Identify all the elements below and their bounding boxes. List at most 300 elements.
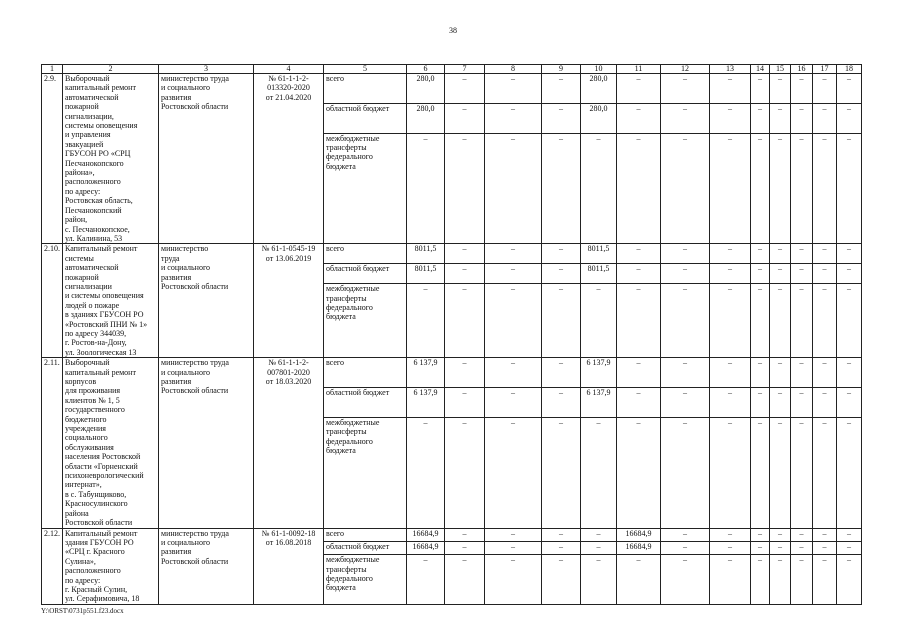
- amount-cell: –: [581, 133, 617, 244]
- amount-cell: –: [485, 555, 542, 605]
- amount-cell: –: [485, 417, 542, 528]
- amount-cell: –: [813, 358, 837, 388]
- amount-cell: –: [661, 528, 710, 541]
- amount-cell: –: [661, 417, 710, 528]
- text-line: от 18.03.2020: [265, 377, 312, 386]
- column-number-cell: 8: [485, 65, 542, 74]
- text-line: трансферты: [326, 293, 367, 303]
- column-number-cell: 13: [710, 65, 751, 74]
- amount-cell: –: [542, 264, 581, 284]
- amount-cell: –: [445, 388, 485, 418]
- amount-cell: –: [581, 555, 617, 605]
- amount-cell: –: [770, 133, 791, 244]
- text-line: трансферты: [326, 143, 367, 153]
- column-number-cell: 12: [661, 65, 710, 74]
- text-line: № 61-1-1-2-: [268, 358, 309, 368]
- text-line: системы оповещения: [65, 121, 138, 131]
- amount-cell: –: [542, 528, 581, 541]
- amount-cell: 6 137,9: [581, 358, 617, 388]
- text-line: ул. Калинина, 53: [65, 233, 123, 243]
- amount-cell: –: [661, 358, 710, 388]
- text-line: от 16.08.2018: [265, 537, 312, 547]
- text-line: г. Ростов-на-Дону,: [65, 338, 127, 348]
- amount-cell: –: [770, 555, 791, 605]
- amount-cell: –: [791, 264, 813, 284]
- column-number-cell: 6: [407, 65, 445, 74]
- executor-cell: [159, 358, 254, 528]
- amount-cell: –: [445, 358, 485, 388]
- amount-cell: –: [485, 264, 542, 284]
- amount-cell: –: [837, 264, 862, 284]
- text-line: министерство: [161, 244, 209, 254]
- amount-cell: –: [617, 358, 661, 388]
- text-line: автоматической: [65, 263, 119, 273]
- amount-cell: –: [751, 528, 770, 541]
- amount-cell: –: [445, 528, 485, 541]
- text-line: расположенного: [65, 177, 121, 187]
- amount-cell: –: [791, 358, 813, 388]
- text-line: 007801-2020: [267, 367, 310, 377]
- amount-cell: –: [791, 244, 813, 264]
- amount-cell: –: [837, 358, 862, 388]
- amount-cell: –: [485, 103, 542, 133]
- amount-cell: –: [661, 264, 710, 284]
- text-line: населения Ростовской: [65, 452, 141, 462]
- text-line: системы: [65, 253, 94, 263]
- column-number-cell: 5: [324, 65, 407, 74]
- text-line: развития: [161, 272, 192, 282]
- amount-cell: –: [751, 103, 770, 133]
- amount-cell: –: [791, 541, 813, 554]
- text-line: людей о пожаре: [65, 300, 120, 310]
- text-line: здания ГБУСОН РО: [65, 537, 134, 547]
- text-line: ГБУСОН РО «СРЦ: [65, 149, 131, 159]
- column-number-cell: 3: [159, 65, 254, 74]
- text-line: трансферты: [326, 564, 367, 574]
- amount-cell: –: [661, 284, 710, 358]
- text-line: развития: [161, 92, 192, 102]
- amount-cell: 16684,9: [407, 541, 445, 554]
- amount-cell: –: [837, 244, 862, 264]
- amount-cell: –: [542, 284, 581, 358]
- amount-cell: 6 137,9: [407, 358, 445, 388]
- text-line: пожарной: [65, 272, 99, 282]
- table-row: [42, 358, 862, 388]
- amount-cell: –: [791, 555, 813, 605]
- amount-cell: –: [445, 264, 485, 284]
- program-table: [41, 64, 862, 605]
- amount-cell: 280,0: [407, 74, 445, 104]
- text-line: всего: [326, 74, 345, 83]
- amount-cell: –: [813, 417, 837, 528]
- amount-cell: –: [837, 541, 862, 554]
- funding-source-cell: [324, 244, 407, 264]
- amount-cell: –: [617, 264, 661, 284]
- amount-cell: –: [710, 244, 751, 264]
- text-line: автоматической: [65, 92, 119, 102]
- amount-cell: –: [485, 244, 542, 264]
- amount-cell: –: [770, 103, 791, 133]
- text-line: и социального: [161, 83, 211, 93]
- amount-cell: –: [407, 417, 445, 528]
- text-line: Ростовской области: [161, 281, 229, 291]
- text-line: бюджета: [326, 446, 356, 456]
- amount-cell: –: [542, 541, 581, 554]
- amount-cell: –: [542, 103, 581, 133]
- text-line: областной бюджет: [326, 388, 390, 397]
- amount-cell: –: [751, 244, 770, 264]
- amount-cell: 280,0: [407, 103, 445, 133]
- funding-source-cell: [324, 264, 407, 284]
- column-number-cell: 16: [791, 65, 813, 74]
- amount-cell: 8011,5: [407, 264, 445, 284]
- amount-cell: –: [485, 284, 542, 358]
- funding-source-cell: [324, 555, 407, 605]
- row-number: 2.12.: [42, 528, 63, 604]
- amount-cell: –: [617, 555, 661, 605]
- text-line: обслуживания: [65, 442, 114, 452]
- amount-cell: –: [617, 244, 661, 264]
- amount-cell: –: [445, 133, 485, 244]
- text-line: клиентов № 1, 5: [65, 395, 120, 405]
- text-line: корпусов: [65, 377, 97, 386]
- amount-cell: –: [407, 284, 445, 358]
- amount-cell: –: [710, 103, 751, 133]
- text-line: по адресу:: [65, 575, 101, 585]
- text-line: в с. Табунщиково,: [65, 489, 127, 499]
- amount-cell: –: [710, 284, 751, 358]
- amount-cell: 6 137,9: [407, 388, 445, 418]
- amount-cell: –: [542, 417, 581, 528]
- amount-cell: –: [791, 284, 813, 358]
- table-row: [42, 244, 862, 264]
- column-number-cell: 14: [751, 65, 770, 74]
- file-path-footer: Y:\ORST\0731p551.f23.docx: [41, 607, 124, 615]
- amount-cell: –: [710, 541, 751, 554]
- amount-cell: –: [813, 284, 837, 358]
- amount-cell: –: [837, 103, 862, 133]
- page-number: 38: [449, 26, 457, 35]
- amount-cell: –: [813, 103, 837, 133]
- amount-cell: –: [407, 133, 445, 244]
- amount-cell: –: [837, 555, 862, 605]
- text-line: министерство труда: [161, 74, 229, 83]
- amount-cell: –: [661, 244, 710, 264]
- amount-cell: –: [617, 417, 661, 528]
- text-line: психоневрологический: [65, 471, 144, 481]
- amount-cell: –: [791, 103, 813, 133]
- amount-cell: –: [770, 388, 791, 418]
- text-line: социального: [65, 433, 108, 443]
- document-cell: [254, 358, 324, 528]
- text-line: капитальный ремонт: [65, 83, 136, 93]
- amount-cell: –: [542, 244, 581, 264]
- text-line: Песчанокопский: [65, 205, 122, 215]
- amount-cell: –: [542, 555, 581, 605]
- amount-cell: –: [813, 528, 837, 541]
- text-line: с. Песчанокопское,: [65, 224, 130, 234]
- amount-cell: –: [485, 388, 542, 418]
- document-cell: [254, 528, 324, 604]
- column-number-cell: 11: [617, 65, 661, 74]
- text-line: федерального: [326, 152, 373, 162]
- text-line: областной бюджет: [326, 541, 390, 551]
- amount-cell: –: [751, 541, 770, 554]
- amount-cell: –: [837, 417, 862, 528]
- amount-cell: –: [710, 388, 751, 418]
- text-line: 013320-2020: [267, 83, 310, 93]
- amount-cell: –: [581, 541, 617, 554]
- amount-cell: –: [617, 103, 661, 133]
- amount-cell: –: [445, 244, 485, 264]
- text-line: и социального: [161, 263, 211, 273]
- text-line: бюджетного: [65, 414, 107, 424]
- text-line: по адресу 344039,: [65, 328, 127, 338]
- text-line: района»,: [65, 168, 95, 178]
- amount-cell: –: [813, 555, 837, 605]
- column-number-cell: 10: [581, 65, 617, 74]
- amount-cell: –: [710, 417, 751, 528]
- text-line: района: [65, 508, 89, 518]
- text-line: министерство труда: [161, 528, 229, 538]
- amount-cell: 16684,9: [407, 528, 445, 541]
- amount-cell: –: [837, 74, 862, 104]
- amount-cell: –: [751, 264, 770, 284]
- amount-cell: –: [770, 264, 791, 284]
- amount-cell: 6 137,9: [581, 388, 617, 418]
- text-line: № 61-1-1-2-: [268, 74, 309, 83]
- text-line: по адресу:: [65, 186, 101, 196]
- amount-cell: –: [710, 528, 751, 541]
- amount-cell: –: [617, 284, 661, 358]
- column-number-cell: 15: [770, 65, 791, 74]
- amount-cell: 16684,9: [617, 541, 661, 554]
- amount-cell: –: [617, 74, 661, 104]
- amount-cell: –: [445, 74, 485, 104]
- amount-cell: 8011,5: [581, 264, 617, 284]
- text-line: эвакуацией: [65, 139, 104, 149]
- text-line: области «Горненский: [65, 461, 138, 471]
- text-line: развития: [161, 377, 192, 386]
- text-line: Выборочный: [65, 358, 110, 368]
- text-line: и управления: [65, 130, 111, 140]
- document-cell: [254, 244, 324, 358]
- funding-source-cell: [324, 358, 407, 388]
- text-line: межбюджетные: [326, 417, 380, 427]
- amount-cell: –: [837, 133, 862, 244]
- funding-source-cell: [324, 417, 407, 528]
- text-line: от 21.04.2020: [265, 92, 312, 102]
- amount-cell: –: [581, 417, 617, 528]
- funding-source-cell: [324, 74, 407, 104]
- object-name-cell: [63, 244, 159, 358]
- amount-cell: –: [710, 74, 751, 104]
- text-line: «СРЦ г. Красного: [65, 547, 125, 557]
- amount-cell: –: [661, 555, 710, 605]
- text-line: федерального: [326, 302, 373, 312]
- text-line: бюджета: [326, 161, 356, 171]
- text-line: учреждения: [65, 424, 106, 434]
- text-line: межбюджетные: [326, 133, 380, 143]
- amount-cell: –: [813, 133, 837, 244]
- text-line: сигнализации: [65, 281, 112, 291]
- amount-cell: 16684,9: [617, 528, 661, 541]
- text-line: Ростовской области: [65, 518, 133, 528]
- text-line: всего: [326, 244, 345, 254]
- amount-cell: –: [661, 74, 710, 104]
- text-line: № 61-1-0092-18: [261, 528, 316, 538]
- text-line: сигнализации,: [65, 111, 114, 121]
- amount-cell: –: [791, 133, 813, 244]
- amount-cell: –: [751, 417, 770, 528]
- amount-cell: –: [445, 284, 485, 358]
- amount-cell: 280,0: [581, 103, 617, 133]
- text-line: в зданиях ГБУСОН РО: [65, 310, 144, 320]
- column-number-cell: 17: [813, 65, 837, 74]
- amount-cell: –: [581, 284, 617, 358]
- column-number-cell: 4: [254, 65, 324, 74]
- amount-cell: –: [813, 244, 837, 264]
- text-line: трансферты: [326, 427, 367, 437]
- text-line: и социального: [161, 367, 211, 377]
- column-number-cell: 1: [42, 65, 63, 74]
- amount-cell: –: [661, 388, 710, 418]
- amount-cell: –: [445, 103, 485, 133]
- amount-cell: –: [710, 264, 751, 284]
- funding-source-cell: [324, 541, 407, 554]
- amount-cell: 8011,5: [407, 244, 445, 264]
- text-line: от 13.06.2019: [265, 253, 312, 263]
- funding-source-cell: [324, 103, 407, 133]
- amount-cell: –: [661, 541, 710, 554]
- text-line: развития: [161, 547, 192, 557]
- text-line: межбюджетные: [326, 284, 380, 294]
- column-number-cell: 7: [445, 65, 485, 74]
- text-line: интернат»,: [65, 480, 102, 490]
- document-cell: [254, 74, 324, 244]
- amount-cell: –: [542, 388, 581, 418]
- text-line: министерство труда: [161, 358, 229, 368]
- amount-cell: –: [751, 284, 770, 358]
- amount-cell: –: [813, 388, 837, 418]
- text-line: областной бюджет: [326, 264, 390, 274]
- funding-source-cell: [324, 528, 407, 541]
- object-name-cell: [63, 74, 159, 244]
- amount-cell: –: [661, 133, 710, 244]
- text-line: и социального: [161, 537, 211, 547]
- row-number: 2.11.: [42, 358, 63, 528]
- text-line: труда: [161, 253, 180, 263]
- column-number-cell: 18: [837, 65, 862, 74]
- text-line: федерального: [326, 574, 373, 583]
- text-line: и системы оповещения: [65, 291, 144, 301]
- text-line: пожарной: [65, 102, 99, 112]
- text-line: Сулина»,: [65, 556, 96, 566]
- amount-cell: –: [813, 264, 837, 284]
- text-line: государственного: [65, 405, 125, 415]
- row-number: 2.9.: [42, 74, 63, 244]
- amount-cell: –: [770, 284, 791, 358]
- amount-cell: –: [445, 417, 485, 528]
- table-row: [42, 74, 862, 104]
- amount-cell: –: [445, 541, 485, 554]
- amount-cell: –: [791, 528, 813, 541]
- amount-cell: –: [485, 133, 542, 244]
- amount-cell: –: [445, 555, 485, 605]
- amount-cell: –: [485, 358, 542, 388]
- amount-cell: –: [813, 74, 837, 104]
- funding-source-cell: [324, 388, 407, 418]
- executor-cell: [159, 244, 254, 358]
- amount-cell: –: [751, 358, 770, 388]
- text-line: Песчанокопского: [65, 158, 124, 168]
- executor-cell: [159, 528, 254, 604]
- text-line: № 61-1-0545-19: [261, 244, 316, 254]
- amount-cell: –: [542, 74, 581, 104]
- table-body: [42, 74, 862, 605]
- amount-cell: –: [837, 528, 862, 541]
- amount-cell: –: [710, 358, 751, 388]
- text-line: Ростовской области: [161, 102, 229, 112]
- table-header: [42, 65, 862, 74]
- object-name-cell: [63, 358, 159, 528]
- amount-cell: –: [770, 528, 791, 541]
- amount-cell: 8011,5: [581, 244, 617, 264]
- column-number-cell: 2: [63, 65, 159, 74]
- amount-cell: –: [791, 417, 813, 528]
- row-number: 2.10.: [42, 244, 63, 358]
- text-line: расположенного: [65, 566, 121, 576]
- amount-cell: –: [710, 555, 751, 605]
- amount-cell: –: [770, 358, 791, 388]
- object-name-cell: [63, 528, 159, 604]
- amount-cell: –: [791, 388, 813, 418]
- text-line: Ростовская область,: [65, 196, 133, 206]
- amount-cell: –: [710, 133, 751, 244]
- funding-source-cell: [324, 284, 407, 358]
- amount-cell: –: [770, 74, 791, 104]
- table-row: [42, 528, 862, 541]
- amount-cell: –: [407, 555, 445, 605]
- text-line: Капитальный ремонт: [65, 244, 138, 254]
- funding-source-cell: [324, 133, 407, 244]
- text-line: бюджета: [326, 583, 356, 593]
- amount-cell: –: [485, 528, 542, 541]
- amount-cell: –: [617, 388, 661, 418]
- amount-cell: –: [837, 284, 862, 358]
- text-line: г. Красный Сулин,: [65, 584, 128, 594]
- text-line: Ростовской области: [161, 556, 229, 566]
- text-line: ул. Зоологическая 13: [65, 347, 137, 357]
- amount-cell: –: [617, 133, 661, 244]
- amount-cell: –: [542, 358, 581, 388]
- amount-cell: –: [813, 541, 837, 554]
- amount-cell: –: [485, 74, 542, 104]
- text-line: Ростовской области: [161, 386, 229, 396]
- text-line: для проживания: [65, 386, 121, 396]
- text-line: «Ростовский ПНИ № 1»: [65, 319, 148, 329]
- amount-cell: –: [837, 388, 862, 418]
- text-line: район,: [65, 215, 88, 225]
- amount-cell: –: [751, 133, 770, 244]
- text-line: Выборочный: [65, 74, 110, 83]
- amount-cell: –: [751, 74, 770, 104]
- text-line: бюджета: [326, 312, 356, 322]
- text-line: ул. Серафимовича, 18: [65, 594, 140, 604]
- amount-cell: –: [751, 388, 770, 418]
- text-line: федерального: [326, 436, 373, 446]
- column-number-cell: 9: [542, 65, 581, 74]
